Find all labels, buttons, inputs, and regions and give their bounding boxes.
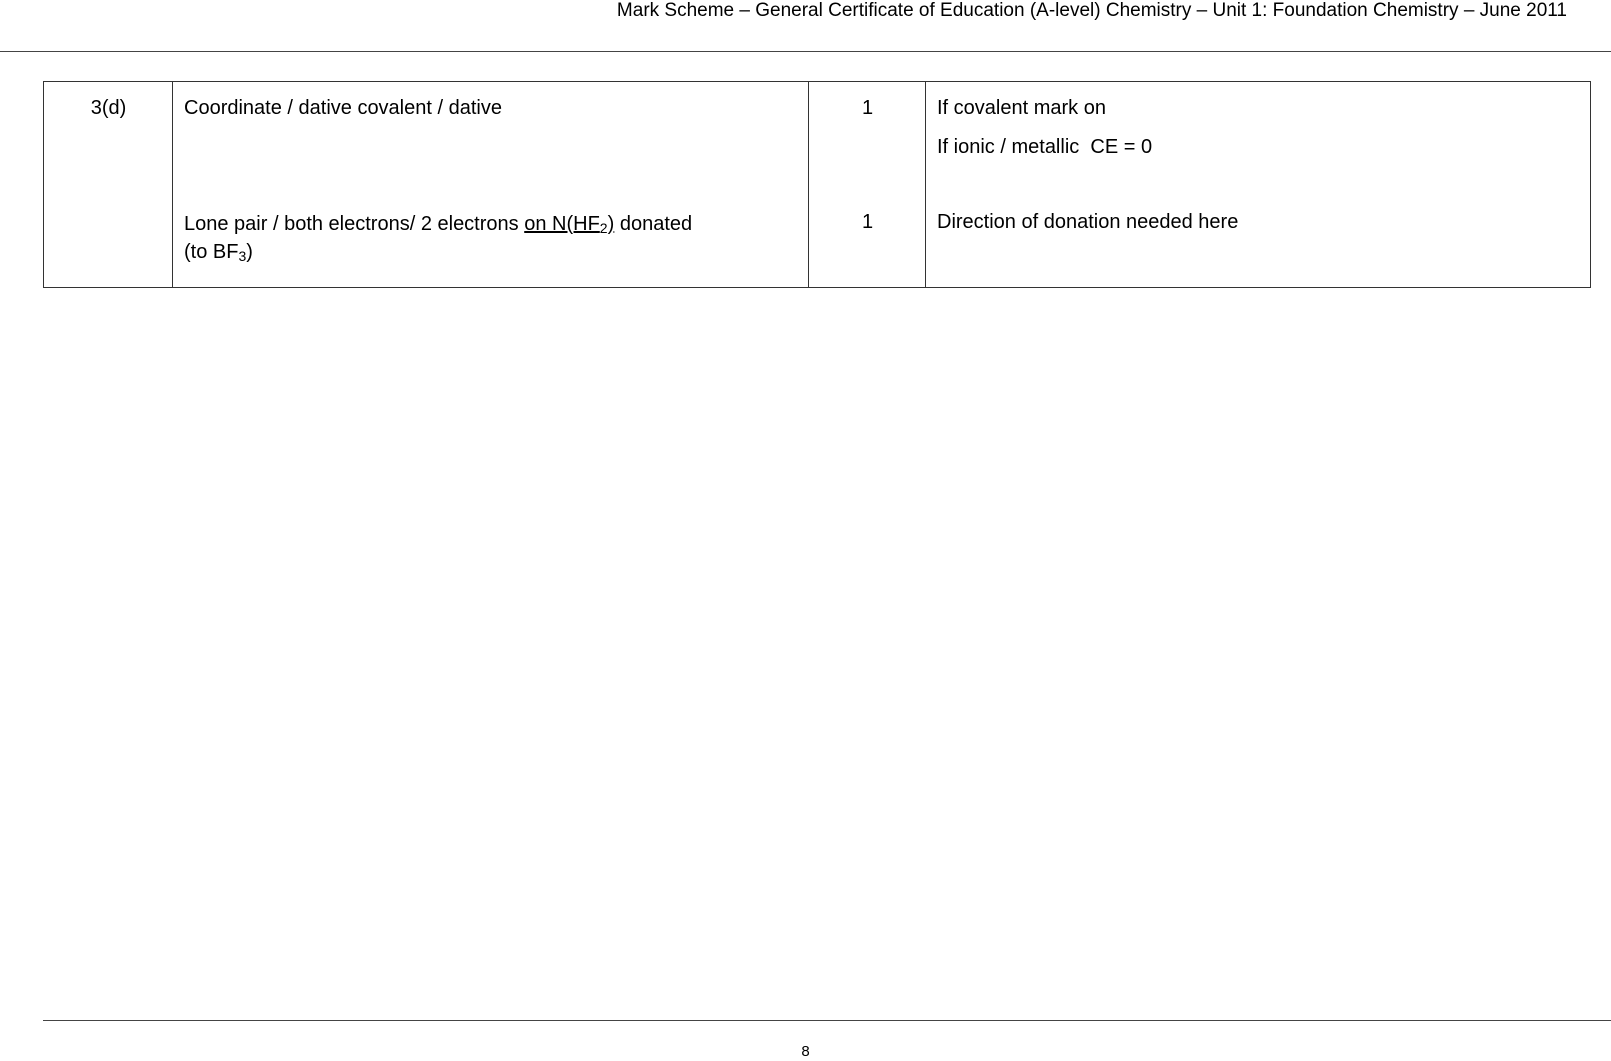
answer-text: Coordinate / dative covalent / dative [184, 97, 502, 119]
answer-text [184, 210, 784, 266]
answer-text-part: (to BF [184, 241, 239, 263]
table-row [44, 82, 1591, 288]
page-number: 8 [801, 1043, 810, 1060]
question-cell [44, 82, 173, 288]
answer-cell [173, 82, 809, 288]
mark-value: 1 [861, 97, 874, 119]
mark-value: 1 [861, 211, 874, 233]
running-header: Mark Scheme – General Certificate of Education (A-level) Chemistry – Unit 1: Foundation Chemistry – June 2011 [616, 0, 1567, 21]
comment-text: Direction of donation needed here [937, 211, 1239, 233]
answer-text-part: ) [246, 241, 253, 263]
marks-cell [809, 82, 926, 288]
subscript: 3 [238, 248, 247, 264]
comments-cell [926, 82, 1591, 288]
comment-text: If covalent mark on [937, 97, 1106, 119]
footer-divider [43, 1020, 1611, 1021]
subscript: 2 [599, 220, 608, 236]
answer-text-part: donated [614, 213, 693, 235]
answer-text-part: Lone pair / both electrons/ 2 electrons [184, 213, 525, 235]
question-number: 3(d) [90, 97, 127, 119]
key-phrase-text: on N(HF [524, 213, 600, 235]
key-phrase-text: ) [607, 213, 615, 235]
comment-text: If ionic / metallic CE = 0 [937, 136, 1153, 158]
underlined-key-phrase [524, 213, 614, 235]
mark-scheme-table [43, 81, 1591, 288]
header-divider [0, 51, 1611, 52]
